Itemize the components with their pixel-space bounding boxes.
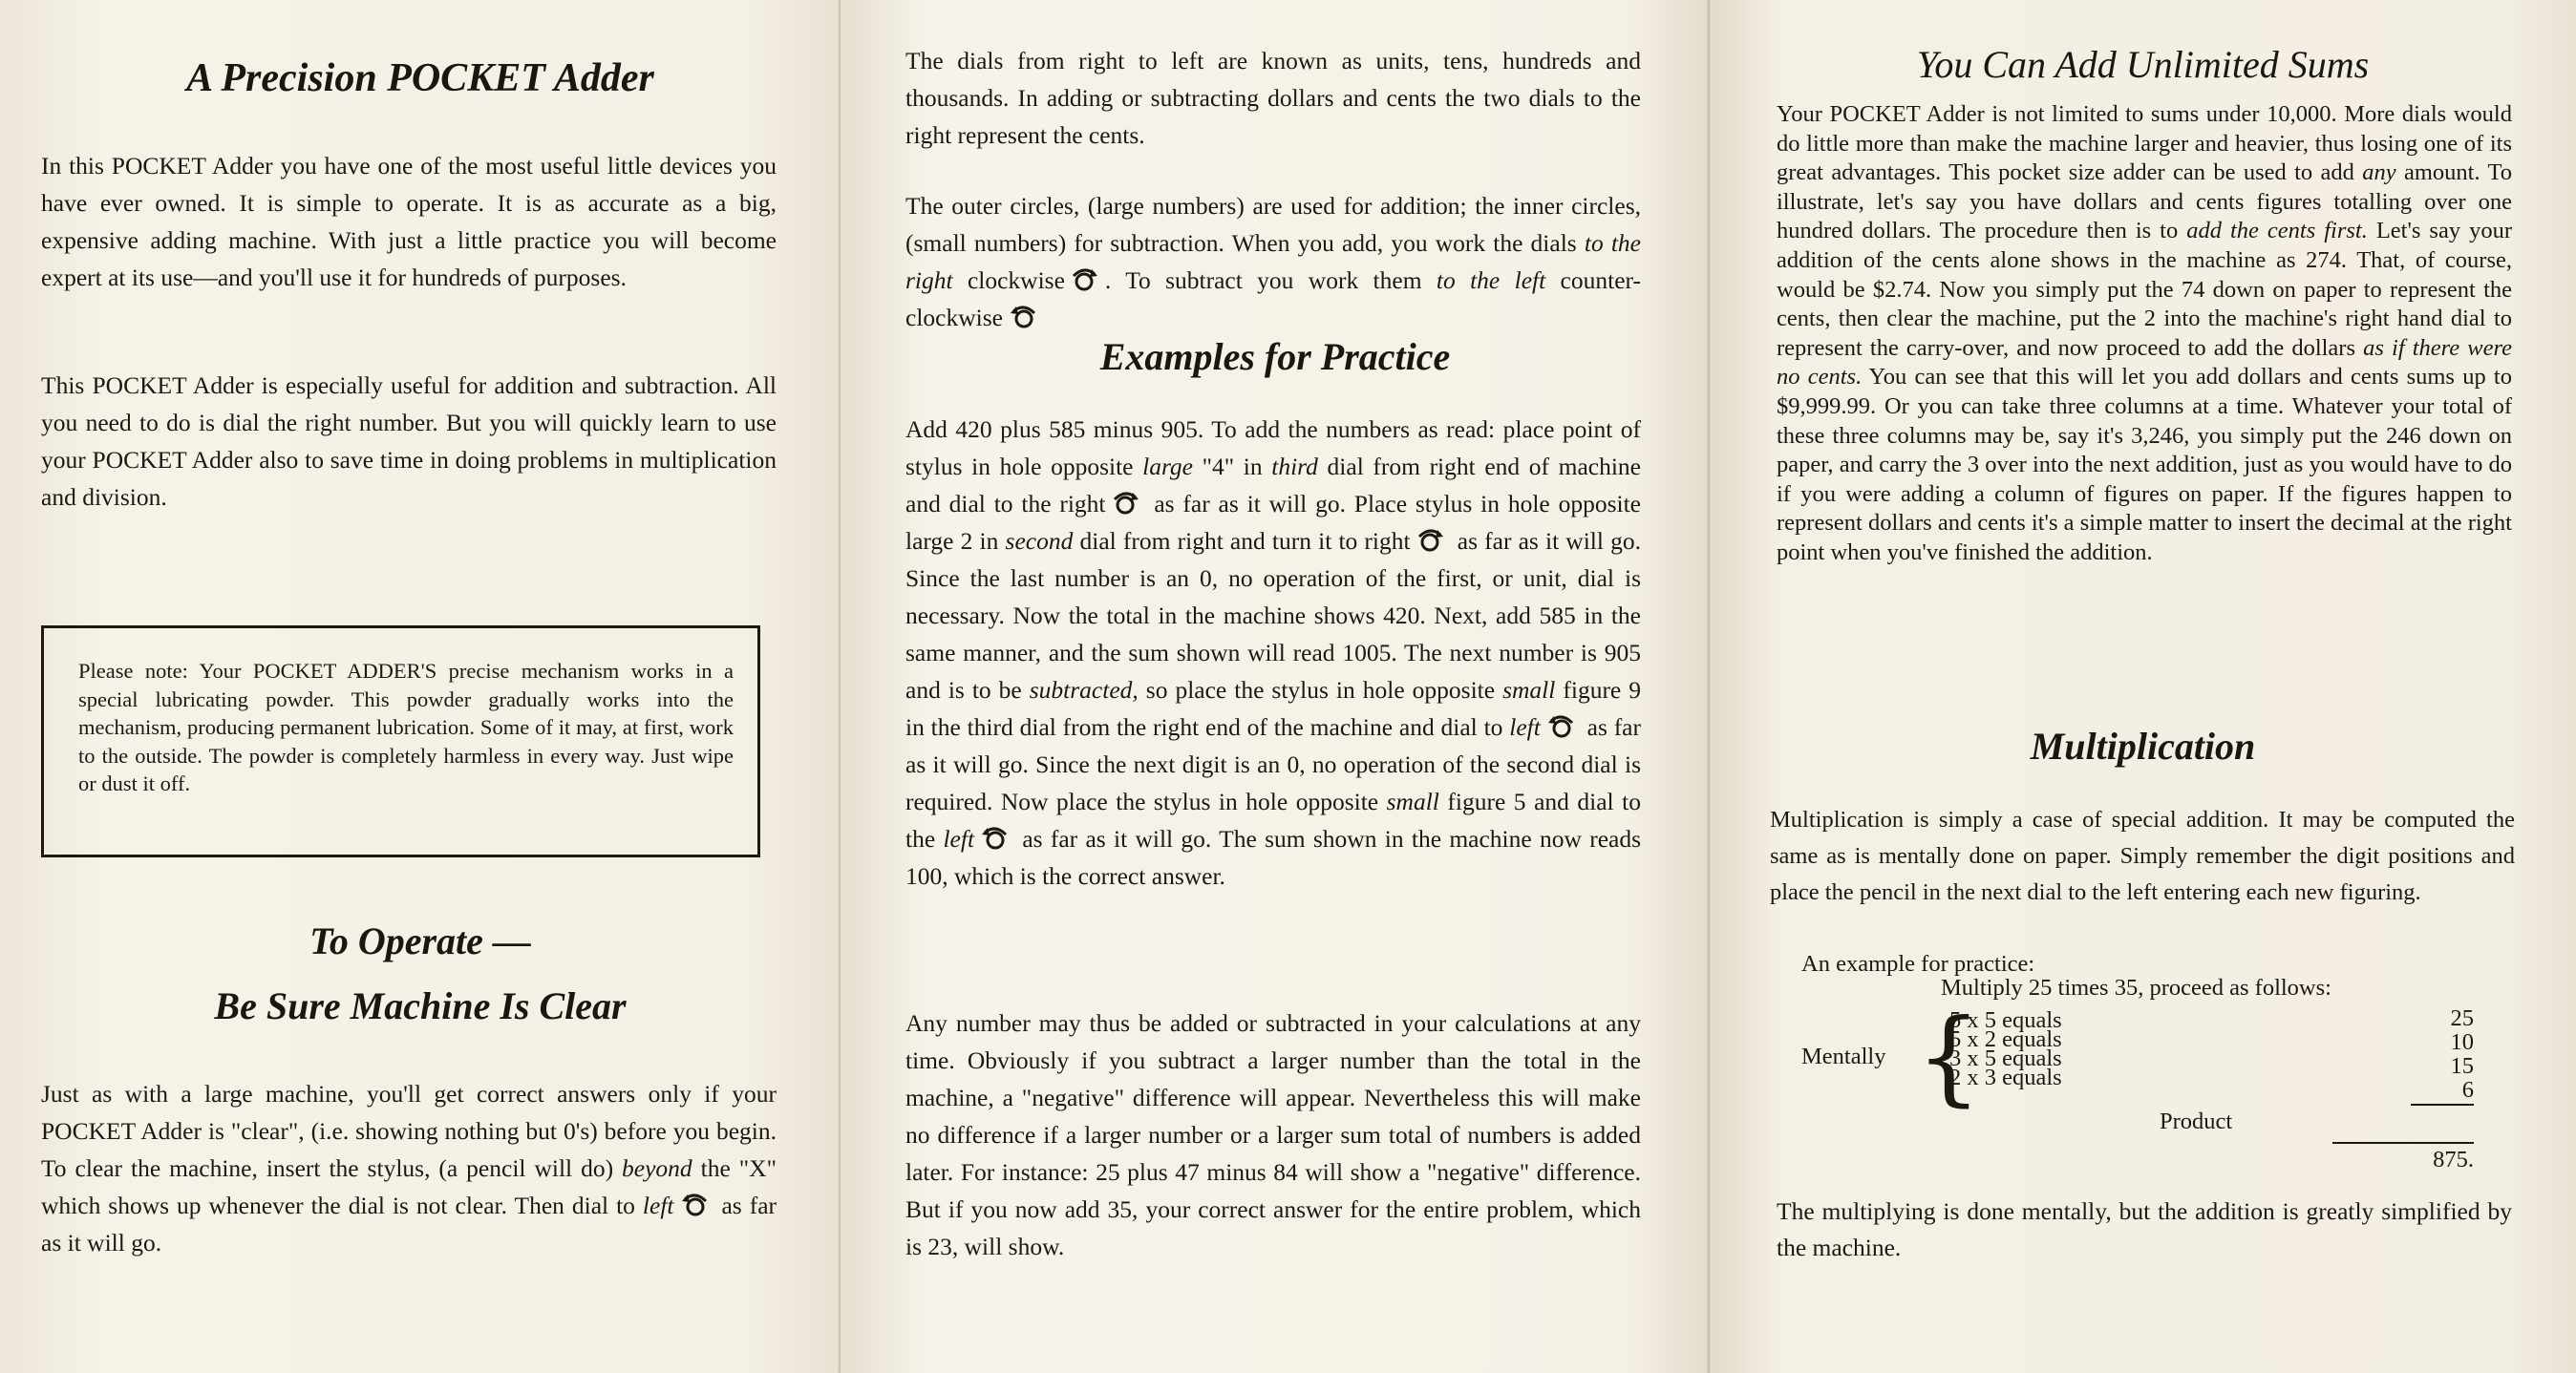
- product-rule: [2332, 1142, 2474, 1144]
- sum-rule: [2411, 1104, 2474, 1106]
- unlimited-sums-title: You Can Add Unlimited Sums: [1916, 43, 2370, 86]
- lubrication-note-box: [41, 625, 760, 857]
- middle-panel: [841, 0, 1710, 1373]
- mult-row-value: 25: [2450, 1005, 2474, 1031]
- multiply-instruction: Multiply 25 times 35, proceed as follows:: [1941, 975, 2331, 1001]
- clear-machine-paragraph: Just as with a large machine, you'll get correct answers only if your POCKET Adder is "clear", (i.e. showing nothing but 0's) before you begin. To clear the machine, insert the stylus, (a pencil will do) beyond the "X" which shows up whenever the dial is not clear. Then dial to left as far as it will go.: [41, 1080, 777, 1257]
- operate-title-line2: Be Sure Machine Is Clear: [214, 984, 627, 1027]
- counter-clockwise-dial-icon: [1009, 305, 1037, 329]
- circles-paragraph: The outer circles, (large numbers) are used for addition; the inner circles, (small numbers) for subtraction. When you add, you work the dials to the right clockwise . To subtract you work them to the left counter-clockwise: [905, 192, 1641, 331]
- counter-clockwise-dial-icon: [980, 826, 1009, 851]
- mult-row-expr: 3 x 5 equals: [1949, 1046, 2062, 1071]
- mult-row-expr: 5 x 5 equals: [1949, 1007, 2062, 1033]
- examples-title: Examples for Practice: [1099, 335, 1451, 378]
- multiplication-example: [1801, 951, 2489, 1172]
- unlimited-sums-paragraph: Your POCKET Adder is not limited to sums under 10,000. More dials would do little more than make the machine larger and heavier, thus losing one of its great advantages. This pocket size adder can be used to add any amount. To illustrate, let's say you have dollars and cents figures totalling over one hundred dollars. The procedure then is to add the cents first. Let's say your addition of the cents alone shows in the machine as 274. That, of course, would be $2.74. Now you simply put the 74 down on paper to represent the cents, then clear the machine, put the 2 into the machine's right hand dial to represent the carry-over, and now proceed to add the dollars as if there were no cents. You can see that this will let you add dollars and cents sums up to $9,999.99. Or you can take three columns at a time. Whatever your total of these three columns may be, say it's 3,246, you simply put the 246 down on paper, and carry the 3 over into the next addition, just as you would have to do if you were adding a column of figures on paper. If the figures happen to represent dollars and cents it's a simple matter to insert the decimal at the right point when you've finished the addition.: [1777, 101, 2513, 565]
- counter-clockwise-dial-icon: [1546, 714, 1575, 739]
- usage-paragraph: This POCKET Adder is especially useful for addition and subtraction. All you need to do is dial the right number. But you will quickly learn to use your POCKET Adder also to save time in doing problems in multiplication and division.: [41, 371, 777, 511]
- operate-title-line1: To Operate —: [309, 919, 531, 962]
- mult-row-value: 6: [2461, 1077, 2474, 1103]
- counter-clockwise-dial-icon: [680, 1193, 709, 1217]
- negative-difference-paragraph: Any number may thus be added or subtracted in your calculations at any time. Obviously if you subtract a larger number than the total in the machine, a "negative" difference will appear. Nevertheless this will make no difference if a larger number or a larger sum total of numbers is added later. For instance: 25 plus 47 minus 84 will show a "negative" difference. But if you now add 35, your correct answer for the entire problem, which is 23, will show.: [905, 1009, 1641, 1260]
- mult-row-value: 15: [2450, 1053, 2474, 1079]
- product-label: Product: [2160, 1109, 2233, 1134]
- mentally-label: Mentally: [1801, 1044, 1886, 1069]
- product-value: 875.: [2433, 1147, 2474, 1172]
- grouping-brace: {: [1916, 998, 1982, 1117]
- lubrication-note-text: Please note: Your POCKET ADDER'S precise mechanism works in a special lubricating powder. This powder gradually works into the mechanism, producing permanent lubrication. Some of it may, at first, work to the outside. The powder is completely harmless in every way. Just wipe or dust it off.: [78, 659, 734, 795]
- multiplication-paragraph: Multiplication is simply a case of special addition. It may be computed the same as is mentally done on paper. Simply remember the digit positions and place the pencil in the next dial to the left entering each new figuring.: [1770, 807, 2515, 905]
- mult-row-expr: 5 x 2 equals: [1949, 1026, 2062, 1052]
- closing-paragraph: The multiplying is done mentally, but the addition is greatly simplified by the machine.: [1777, 1197, 2512, 1261]
- mult-row-expr: 2 x 3 equals: [1949, 1065, 2062, 1090]
- clockwise-dial-icon: [1112, 491, 1140, 516]
- clockwise-dial-icon: [1071, 267, 1099, 292]
- dials-paragraph: The dials from right to left are known as units, tens, hundreds and thousands. In adding or subtracting dollars and cents the two dials to the right represent the cents.: [905, 47, 1641, 149]
- intro-paragraph: In this POCKET Adder you have one of the most useful little devices you have ever owned. It is simple to operate. It is as accurate as a big, expensive adding machine. With just a little practice you will become expert at its use—and you'll use it for hundreds of purposes.: [41, 152, 777, 291]
- mult-row-value: 10: [2450, 1029, 2474, 1055]
- multiplication-title: Multiplication: [2030, 725, 2256, 768]
- left-panel: [0, 0, 841, 1373]
- example-label: An example for practice:: [1801, 951, 2035, 977]
- clockwise-dial-icon: [1416, 528, 1445, 553]
- examples-paragraph: Add 420 plus 585 minus 905. To add the numbers as read: place point of stylus in hole opposite large "4" in third dial from right end of machine and dial to the right as far as it will go. Place stylus in hole opposite large 2 in second dial from right and turn it to right as far as it will go. Since the last number is an 0, no operation of the first, or unit, dial is necessary. Now the total in the machine shows 420. Next, add 585 in the same manner, and the sum shown will read 1005. The next number is 905 and is to be subtracted, so place the stylus in hole opposite small figure 9 in the third dial from the right end of the machine and dial to left as far as it will go. Since the next digit is an 0, no operation of the second dial is required. Now place the stylus in hole opposite small figure 5 and dial to the left as far as it will go. The sum shown in the machine now reads 100, which is the correct answer.: [905, 415, 1642, 890]
- precision-adder-title: A Precision POCKET Adder: [186, 56, 654, 100]
